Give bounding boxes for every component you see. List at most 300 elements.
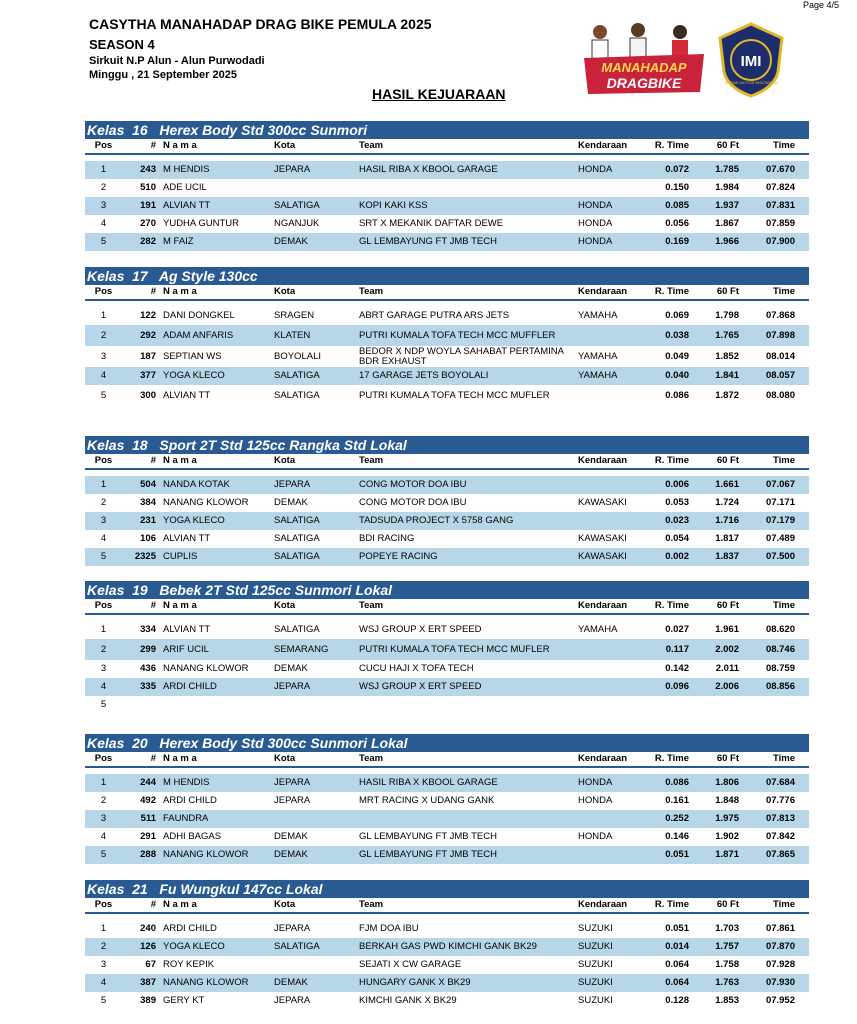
reaction-time-cell: 0.040 — [665, 370, 689, 381]
class-title: Kelas 18 Sport 2T Std 125cc Rangka Std Lokal — [85, 436, 809, 454]
sixty-ft-cell: 1.871 — [715, 849, 739, 860]
time-cell: 07.870 — [765, 941, 795, 952]
table-row — [85, 476, 809, 494]
time-cell: 07.684 — [765, 777, 795, 788]
number-cell: 504 — [140, 479, 156, 490]
class-section — [85, 436, 809, 566]
column-header-row — [85, 599, 809, 615]
vehicle-cell: HONDA — [578, 831, 613, 842]
pos-cell: 4 — [100, 831, 107, 842]
city-cell: DEMAK — [274, 977, 308, 988]
reaction-time-cell: 0.128 — [665, 995, 689, 1006]
time-cell: 07.067 — [765, 479, 795, 490]
team-cell: TADSUDA PROJECT X 5758 GANG — [359, 515, 514, 526]
vehicle-cell: SUZUKI — [578, 995, 613, 1006]
reaction-time-cell: 0.014 — [665, 941, 689, 952]
team-cell: CONG MOTOR DOA IBU — [359, 497, 467, 508]
name-cell: DANI DONGKEL — [163, 310, 235, 321]
time-cell: 07.861 — [765, 923, 795, 934]
team-cell: SEJATI X CW GARAGE — [359, 959, 462, 970]
reaction-time-cell: 0.086 — [665, 389, 689, 401]
pos-cell: 3 — [100, 350, 107, 362]
vehicle-cell: HONDA — [578, 236, 613, 247]
team-cell: CONG MOTOR DOA IBU — [359, 479, 467, 490]
table-row — [85, 233, 809, 251]
name-cell: YUDHA GUNTUR — [163, 218, 240, 229]
table-row — [85, 512, 809, 530]
sixty-ft-cell: 1.841 — [715, 370, 739, 381]
city-cell: JEPARA — [274, 681, 311, 692]
number-cell: 436 — [140, 663, 156, 674]
number-cell: 243 — [140, 164, 156, 175]
table-row — [85, 846, 809, 864]
vehicle-cell: KAWASAKI — [578, 551, 627, 562]
city-cell: DEMAK — [274, 663, 308, 674]
reaction-time-cell: 0.054 — [665, 533, 689, 544]
column-header-ft: 60 Ft — [716, 140, 739, 151]
column-header-ft: 60 Ft — [716, 899, 739, 910]
number-cell: 300 — [140, 389, 156, 401]
city-cell: NGANJUK — [274, 218, 320, 229]
reaction-time-cell: 0.053 — [665, 497, 689, 508]
sixty-ft-cell: 1.724 — [715, 497, 739, 508]
event-season: SEASON 4 — [89, 37, 155, 52]
number-cell: 106 — [140, 533, 156, 544]
city-cell: SRAGEN — [274, 310, 315, 321]
pos-cell: 2 — [100, 795, 107, 806]
name-cell: M FAIZ — [163, 236, 194, 247]
table-row — [85, 307, 809, 325]
class-section — [85, 267, 809, 406]
city-cell: SALATIGA — [274, 551, 320, 562]
reaction-time-cell: 0.064 — [665, 959, 689, 970]
pos-cell: 3 — [100, 200, 107, 211]
team-cell: GL LEMBAYUNG FT JMB TECH — [359, 236, 497, 247]
column-header-rtime: R. Time — [654, 286, 689, 297]
pos-cell: 5 — [100, 551, 107, 562]
vehicle-cell: YAMAHA — [578, 350, 618, 362]
pos-cell: 4 — [100, 977, 107, 988]
column-header-kota: Kota — [274, 899, 296, 910]
reaction-time-cell: 0.252 — [665, 813, 689, 824]
reaction-time-cell: 0.150 — [665, 182, 689, 193]
column-header-num: # — [150, 140, 156, 151]
city-cell: SALATIGA — [274, 515, 320, 526]
sixty-ft-cell: 1.937 — [715, 200, 739, 211]
city-cell: SALATIGA — [274, 370, 320, 381]
time-cell: 07.859 — [765, 218, 795, 229]
sixty-ft-cell: 1.703 — [715, 923, 739, 934]
table-row — [85, 621, 809, 639]
vehicle-cell: HONDA — [578, 795, 613, 806]
column-header-rtime: R. Time — [654, 753, 689, 764]
table-row — [85, 920, 809, 938]
sixty-ft-cell: 1.817 — [715, 533, 739, 544]
column-header-name: N a m a — [163, 140, 197, 151]
imi-logo-text: IMI — [740, 53, 762, 70]
column-header-pos: Pos — [94, 455, 113, 466]
team-cell: PUTRI KUMALA TOFA TECH MCC MUFFLER — [359, 329, 556, 341]
pos-cell: 4 — [100, 370, 107, 381]
time-cell: 07.813 — [765, 813, 795, 824]
event-title: CASYTHA MANAHADAP DRAG BIKE PEMULA 2025 — [89, 16, 432, 32]
pos-cell: 1 — [100, 479, 107, 490]
pos-cell: 4 — [100, 533, 107, 544]
column-header-time: Time — [772, 600, 795, 611]
reaction-time-cell: 0.117 — [665, 643, 689, 655]
table-row — [85, 161, 809, 179]
vehicle-cell: HONDA — [578, 218, 613, 229]
pos-cell: 4 — [100, 681, 107, 692]
time-cell: 07.776 — [765, 795, 795, 806]
number-cell: 288 — [140, 849, 156, 860]
city-cell: JEPARA — [274, 995, 311, 1006]
team-cell: BDI RACING — [359, 533, 415, 544]
vehicle-cell: KAWASAKI — [578, 497, 627, 508]
team-cell: GL LEMBAYUNG FT JMB TECH — [359, 849, 497, 860]
column-header-row — [85, 285, 809, 301]
pos-cell: 4 — [100, 218, 107, 229]
reaction-time-cell: 0.056 — [665, 218, 689, 229]
sixty-ft-cell: 1.966 — [715, 236, 739, 247]
sixty-ft-cell: 1.806 — [715, 777, 739, 788]
column-header-kota: Kota — [274, 140, 296, 151]
sixty-ft-cell: 1.961 — [715, 624, 739, 635]
sixty-ft-cell: 1.984 — [715, 182, 739, 193]
team-cell: SRT X MEKANIK DAFTAR DEWE — [359, 218, 504, 229]
column-header-row — [85, 454, 809, 470]
table-row — [85, 179, 809, 197]
team-cell: WSJ GROUP X ERT SPEED — [359, 624, 482, 635]
team-cell — [359, 179, 574, 197]
team-cell — [359, 810, 574, 828]
name-cell: NANANG KLOWOR — [163, 849, 249, 860]
name-cell: ARDI CHILD — [163, 923, 217, 934]
pos-cell: 5 — [100, 389, 107, 401]
column-header-kendaraan: Kendaraan — [578, 455, 628, 466]
number-cell: 511 — [140, 813, 156, 824]
city-cell: BOYOLALI — [274, 350, 321, 362]
reaction-time-cell: 0.142 — [665, 663, 689, 674]
number-cell: 384 — [140, 497, 156, 508]
vehicle-cell: YAMAHA — [578, 370, 618, 381]
city-cell: DEMAK — [274, 236, 308, 247]
reaction-time-cell: 0.027 — [665, 624, 689, 635]
column-header-kendaraan: Kendaraan — [578, 899, 628, 910]
column-header-num: # — [150, 899, 156, 910]
column-header-pos: Pos — [94, 286, 113, 297]
column-header-name: N a m a — [163, 753, 197, 764]
column-header-kendaraan: Kendaraan — [578, 753, 628, 764]
number-cell: 240 — [140, 923, 156, 934]
name-cell: YOGA KLECO — [163, 370, 225, 381]
name-cell: ALVIAN TT — [163, 200, 211, 211]
number-cell: 292 — [140, 329, 156, 341]
pos-cell: 3 — [100, 663, 107, 674]
column-header-time: Time — [772, 140, 795, 151]
city-cell: DEMAK — [274, 849, 308, 860]
name-cell: ARDI CHILD — [163, 681, 217, 692]
table-row — [85, 696, 809, 714]
reaction-time-cell: 0.072 — [665, 164, 689, 175]
team-cell: PUTRI KUMALA TOFA TECH MCC MUFLER — [359, 643, 550, 655]
city-cell: DEMAK — [274, 497, 308, 508]
city-cell: SALATIGA — [274, 941, 320, 952]
team-cell: HASIL RIBA X KBOOL GARAGE — [359, 164, 498, 175]
number-cell: 377 — [140, 370, 156, 381]
city-cell: JEPARA — [274, 479, 311, 490]
number-cell: 389 — [140, 995, 156, 1006]
number-cell: 126 — [140, 941, 156, 952]
column-header-rtime: R. Time — [654, 140, 689, 151]
vehicle-cell: SUZUKI — [578, 977, 613, 988]
class-title: Kelas 21 Fu Wungkul 147cc Lokal — [85, 880, 809, 898]
number-cell: 2325 — [134, 551, 156, 562]
table-row — [85, 678, 809, 696]
time-cell: 07.865 — [765, 849, 795, 860]
time-cell: 08.620 — [765, 624, 795, 635]
pos-cell: 1 — [100, 777, 107, 788]
pos-cell: 3 — [100, 959, 107, 970]
column-header-num: # — [150, 753, 156, 764]
column-header-name: N a m a — [163, 286, 197, 297]
number-cell: 231 — [140, 515, 156, 526]
column-header-row — [85, 752, 809, 768]
team-cell: GL LEMBAYUNG FT JMB TECH — [359, 831, 497, 842]
table-row — [85, 494, 809, 512]
sixty-ft-cell — [697, 696, 739, 714]
column-header-kota: Kota — [274, 753, 296, 764]
event-logo-text-2: DRAGBIKE — [606, 75, 682, 91]
time-cell: 07.952 — [765, 995, 795, 1006]
reaction-time-cell: 0.002 — [665, 551, 689, 562]
table-row — [85, 197, 809, 215]
reaction-time-cell: 0.023 — [665, 515, 689, 526]
city-cell: SALATIGA — [274, 533, 320, 544]
number-cell: 492 — [140, 795, 156, 806]
time-cell: 08.746 — [765, 643, 795, 655]
reaction-time-cell: 0.169 — [665, 236, 689, 247]
sixty-ft-cell: 1.757 — [715, 941, 739, 952]
pos-cell: 1 — [100, 310, 107, 321]
event-logo — [578, 18, 710, 98]
team-cell: MRT RACING X UDANG GANK — [359, 795, 495, 806]
reaction-time-cell: 0.051 — [665, 849, 689, 860]
number-cell: 244 — [140, 777, 156, 788]
number-cell: 122 — [140, 310, 156, 321]
class-section — [85, 734, 809, 864]
vehicle-cell: YAMAHA — [578, 624, 618, 635]
reaction-time-cell: 0.161 — [665, 795, 689, 806]
class-section — [85, 581, 809, 714]
class-title: Kelas 17 Ag Style 130cc — [85, 267, 809, 285]
class-section — [85, 121, 809, 251]
table-row — [85, 530, 809, 548]
pos-cell: 2 — [100, 329, 107, 341]
time-cell: 07.868 — [765, 310, 795, 321]
team-cell: WSJ GROUP X ERT SPEED — [359, 681, 482, 692]
number-cell — [122, 696, 156, 714]
class-title: Kelas 20 Herex Body Std 300cc Sunmori Lokal — [85, 734, 809, 752]
city-cell: DEMAK — [274, 831, 308, 842]
column-header-pos: Pos — [94, 600, 113, 611]
team-cell: 17 GARAGE JETS BOYOLALI — [359, 370, 489, 381]
team-cell: CUCU HAJI X TOFA TECH — [359, 663, 474, 674]
team-cell: BEDOR X NDP WOYLA SAHABAT PERTAMINA BDR EXHAUST — [359, 345, 564, 367]
sixty-ft-cell: 1.798 — [715, 310, 739, 321]
number-cell: 335 — [140, 681, 156, 692]
column-header-team: Team — [359, 600, 384, 611]
name-cell: GERY KT — [163, 995, 205, 1006]
sixty-ft-cell: 1.902 — [715, 831, 739, 842]
event-logo-text-1: MANAHADAP — [601, 60, 687, 75]
table-row — [85, 548, 809, 566]
team-cell: FJM DOA IBU — [359, 923, 419, 934]
time-cell: 08.014 — [765, 350, 795, 362]
column-header-pos: Pos — [94, 140, 113, 151]
imi-logo-subtext: IKATAN MOTOR INDONESIA — [724, 80, 778, 85]
city-cell: KLATEN — [274, 329, 311, 341]
pos-cell: 2 — [100, 182, 107, 193]
sixty-ft-cell: 1.661 — [715, 479, 739, 490]
column-header-team: Team — [359, 286, 384, 297]
column-header-name: N a m a — [163, 899, 197, 910]
column-header-name: N a m a — [163, 600, 197, 611]
table-row — [85, 828, 809, 846]
pos-cell: 2 — [100, 497, 107, 508]
time-cell: 07.500 — [765, 551, 795, 562]
time-cell: 07.171 — [765, 497, 795, 508]
city-cell: SALATIGA — [274, 389, 320, 401]
column-header-team: Team — [359, 899, 384, 910]
vehicle-cell: HONDA — [578, 200, 613, 211]
city-cell: SALATIGA — [274, 624, 320, 635]
team-cell — [359, 696, 574, 714]
number-cell: 291 — [140, 831, 156, 842]
column-header-kendaraan: Kendaraan — [578, 600, 628, 611]
name-cell: ARIF UCIL — [163, 643, 209, 655]
name-cell: ADAM ANFARIS — [163, 329, 234, 341]
city-cell: SEMARANG — [274, 643, 329, 655]
pos-cell: 5 — [100, 849, 107, 860]
team-cell: POPEYE RACING — [359, 551, 438, 562]
name-cell: NANANG KLOWOR — [163, 977, 249, 988]
column-header-pos: Pos — [94, 753, 113, 764]
column-header-name: N a m a — [163, 455, 197, 466]
team-cell: HUNGARY GANK X BK29 — [359, 977, 471, 988]
column-header-kota: Kota — [274, 455, 296, 466]
reaction-time-cell: 0.038 — [665, 329, 689, 341]
table-row — [85, 792, 809, 810]
time-cell: 07.842 — [765, 831, 795, 842]
number-cell: 191 — [140, 200, 156, 211]
team-cell: KOPI KAKI KSS — [359, 200, 428, 211]
name-cell: ROY KEPIK — [163, 959, 215, 970]
reaction-time-cell: 0.069 — [665, 310, 689, 321]
time-cell: 07.900 — [765, 236, 795, 247]
column-header-num: # — [150, 455, 156, 466]
reaction-time-cell: 0.086 — [665, 777, 689, 788]
name-cell: ADE UCIL — [163, 182, 207, 193]
class-title: Kelas 19 Bebek 2T Std 125cc Sunmori Lokal — [85, 581, 809, 599]
time-cell: 08.856 — [765, 681, 795, 692]
pos-cell: 2 — [100, 941, 107, 952]
sixty-ft-cell: 1.872 — [715, 389, 739, 401]
sixty-ft-cell: 1.852 — [715, 350, 739, 362]
vehicle-cell: KAWASAKI — [578, 533, 627, 544]
time-cell: 07.824 — [765, 182, 795, 193]
column-header-pos: Pos — [94, 899, 113, 910]
event-date: Minggu , 21 September 2025 — [89, 69, 237, 81]
time-cell: 08.759 — [765, 663, 795, 674]
number-cell: 387 — [140, 977, 156, 988]
time-cell: 07.831 — [765, 200, 795, 211]
sixty-ft-cell: 1.867 — [715, 218, 739, 229]
time-cell: 08.080 — [765, 389, 795, 401]
column-header-team: Team — [359, 455, 384, 466]
time-cell: 07.928 — [765, 959, 795, 970]
table-row — [85, 938, 809, 956]
reaction-time-cell: 0.096 — [665, 681, 689, 692]
name-cell: M HENDIS — [163, 777, 210, 788]
sixty-ft-cell: 1.716 — [715, 515, 739, 526]
table-row — [85, 956, 809, 974]
time-cell: 07.179 — [765, 515, 795, 526]
pos-cell: 2 — [100, 643, 107, 655]
pos-cell: 3 — [100, 813, 107, 824]
column-header-kendaraan: Kendaraan — [578, 286, 628, 297]
number-cell: 334 — [140, 624, 156, 635]
sixty-ft-cell: 2.006 — [715, 681, 739, 692]
column-header-time: Time — [772, 286, 795, 297]
pos-cell: 1 — [100, 164, 107, 175]
table-row — [85, 215, 809, 233]
event-venue: Sirkuit N.P Alun - Alun Purwodadi — [89, 55, 265, 67]
time-cell: 07.930 — [765, 977, 795, 988]
name-cell: YOGA KLECO — [163, 515, 225, 526]
time-cell: 08.057 — [765, 370, 795, 381]
reaction-time-cell: 0.006 — [665, 479, 689, 490]
number-cell: 299 — [140, 643, 156, 655]
imi-logo — [716, 22, 786, 98]
sixty-ft-cell: 1.758 — [715, 959, 739, 970]
city-cell: JEPARA — [274, 164, 311, 175]
pos-cell: 3 — [100, 515, 107, 526]
time-cell: 07.898 — [765, 329, 795, 341]
column-header-num: # — [150, 600, 156, 611]
pos-cell: 5 — [100, 995, 107, 1006]
column-header-ft: 60 Ft — [716, 455, 739, 466]
table-row — [85, 639, 809, 660]
reaction-time-cell: 0.146 — [665, 831, 689, 842]
number-cell: 67 — [145, 959, 156, 970]
table-row — [85, 367, 809, 385]
number-cell: 187 — [140, 350, 156, 362]
pos-cell: 5 — [100, 236, 107, 247]
vehicle-cell: HONDA — [578, 164, 613, 175]
team-cell: HASIL RIBA X KBOOL GARAGE — [359, 777, 498, 788]
team-cell: KIMCHI GANK X BK29 — [359, 995, 457, 1006]
time-cell: 07.489 — [765, 533, 795, 544]
sixty-ft-cell: 1.765 — [715, 329, 739, 341]
pos-cell: 1 — [100, 923, 107, 934]
time-cell — [749, 696, 795, 714]
name-cell: FAUNDRA — [163, 813, 209, 824]
sixty-ft-cell: 1.848 — [715, 795, 739, 806]
sixty-ft-cell: 2.002 — [715, 643, 739, 655]
city-cell: SALATIGA — [274, 200, 320, 211]
column-header-ft: 60 Ft — [716, 753, 739, 764]
